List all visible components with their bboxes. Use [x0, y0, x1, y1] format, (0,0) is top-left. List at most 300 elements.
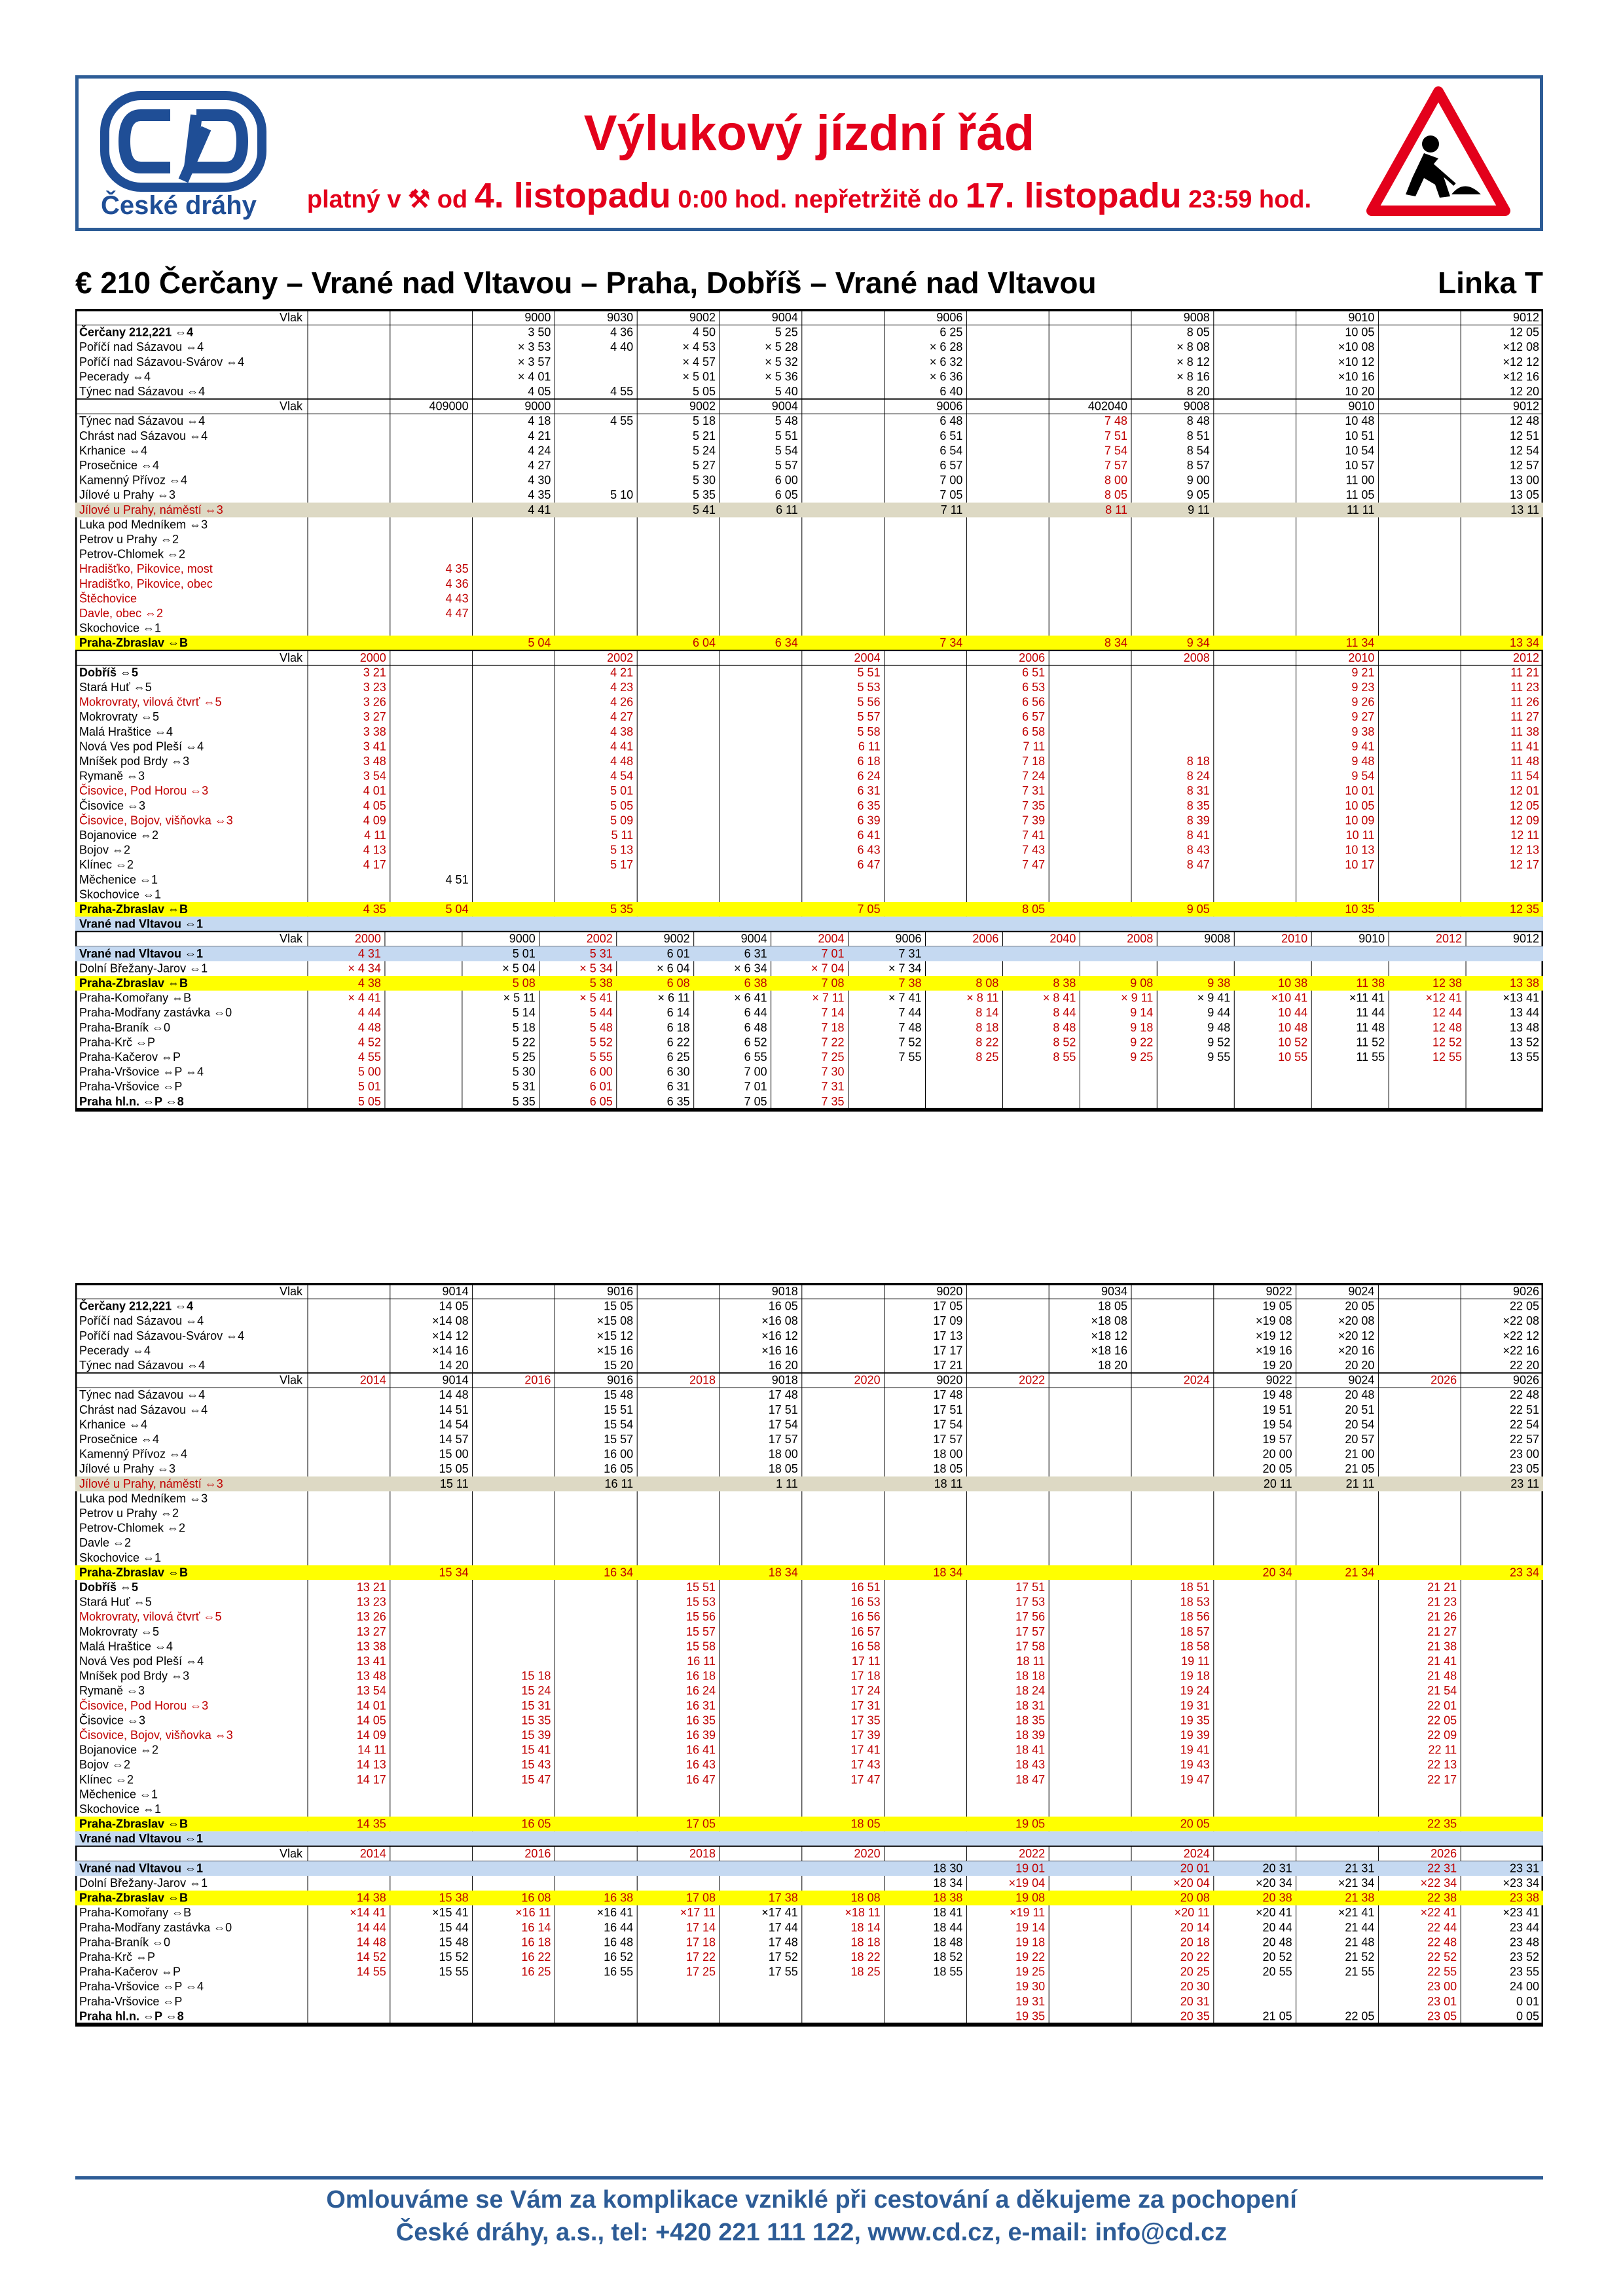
station-name: Štěchovice: [79, 592, 137, 605]
departure-time: 18 31: [1015, 1698, 1046, 1712]
departure-time: 4 48: [610, 755, 634, 768]
departure-time: 21 34: [1345, 1566, 1375, 1579]
departure-time: 19 47: [1180, 1772, 1210, 1786]
departure-time: 8 24: [1186, 769, 1210, 783]
departure-time: 7 31: [898, 946, 922, 960]
departure-time: 16 11: [604, 1477, 634, 1490]
train-number: 9016: [607, 1285, 634, 1298]
departure-time: 11 48: [1356, 1020, 1385, 1034]
departure-time: 17 47: [850, 1772, 881, 1786]
departure-time: 16 53: [850, 1595, 881, 1609]
departure-time: 15 57: [604, 1433, 634, 1446]
departure-time: 11 05: [1345, 488, 1375, 502]
departure-time: 17 54: [933, 1418, 963, 1431]
departure-time: 16 25: [521, 1965, 551, 1979]
departure-time: 5 05: [610, 798, 634, 812]
departure-time: 5 01: [512, 946, 536, 960]
train-number: 9012: [1512, 311, 1539, 324]
departure-time: ×11 41: [1349, 991, 1385, 1005]
departure-time: 12 20: [1509, 385, 1539, 398]
train-number: 2026: [1431, 1373, 1457, 1387]
departure-time: 8 31: [1186, 784, 1210, 798]
departure-time: 10 44: [1278, 1006, 1308, 1020]
departure-time: 18 00: [933, 1447, 963, 1461]
departure-time: × 7 34: [888, 961, 922, 975]
departure-time: 10 38: [1278, 977, 1308, 990]
row-highlight: [75, 946, 1543, 961]
train-number: 2006: [972, 932, 999, 946]
station-name: Týnec nad Sázavou ⇔4: [79, 1359, 206, 1372]
departure-time: 15 18: [521, 1669, 551, 1683]
departure-time: 8 51: [1186, 429, 1210, 442]
departure-time: 20 38: [1262, 1891, 1292, 1905]
departure-time: ×14 12: [432, 1329, 469, 1342]
departure-time: 17 55: [768, 1965, 798, 1979]
departure-time: 5 18: [512, 1020, 536, 1034]
departure-time: 19 01: [1015, 1861, 1046, 1875]
station-name: Praha hl.n. ⇔P ⇔8: [79, 1094, 184, 1108]
departure-time: 22 35: [1427, 1817, 1457, 1831]
departure-time: × 6 11: [657, 991, 690, 1005]
departure-time: 16 56: [850, 1610, 881, 1624]
departure-time: 8 48: [1186, 414, 1210, 428]
departure-time: 6 40: [939, 385, 963, 398]
train-number: 9030: [607, 311, 634, 324]
train-number: 9022: [1266, 1373, 1292, 1387]
departure-time: 20 05: [1345, 1299, 1375, 1313]
departure-time: ×10 16: [1338, 370, 1375, 384]
departure-time: 22 55: [1427, 1965, 1457, 1979]
euro-train-icon: €: [75, 266, 92, 300]
departure-time: 5 24: [692, 444, 716, 457]
departure-time: 11 38: [1356, 977, 1385, 990]
departure-time: 6 44: [744, 1006, 767, 1020]
footer-apology: Omlouváme se Vám za komplikace vzniklé při cestování a děkujeme za pochopení: [326, 2186, 1297, 2214]
departure-time: 23 44: [1509, 1920, 1539, 1934]
departure-time: 6 01: [666, 946, 690, 960]
header-box: [75, 75, 1543, 231]
departure-time: 15 11: [439, 1477, 469, 1490]
departure-time: 19 11: [1181, 1655, 1210, 1668]
departure-time: 7 57: [1104, 459, 1127, 472]
departure-time: 18 14: [850, 1920, 881, 1934]
departure-time: 4 41: [610, 740, 634, 753]
train-label: Vlak: [279, 311, 302, 324]
departure-time: 5 38: [589, 977, 613, 990]
departure-time: ×22 41: [1420, 1906, 1457, 1920]
departure-time: 14 52: [356, 1950, 386, 1964]
station-name: Poříčí nad Sázavou ⇔4: [79, 1314, 204, 1328]
train-label: Vlak: [279, 399, 302, 413]
departure-time: ×22 12: [1503, 1329, 1539, 1342]
station-name: Krhanice ⇔4: [79, 1418, 148, 1431]
station-name: Praha-Zbraslav ⇔B: [79, 1891, 189, 1905]
departure-time: × 5 28: [765, 340, 798, 354]
departure-time: 17 18: [850, 1669, 881, 1683]
departure-time: × 8 16: [1176, 370, 1210, 384]
departure-time: 22 57: [1509, 1433, 1539, 1446]
logo-text: České dráhy: [101, 191, 257, 220]
departure-time: 14 57: [439, 1433, 469, 1446]
station-name: Skochovice ⇔1: [79, 1551, 162, 1564]
departure-time: 23 48: [1509, 1935, 1539, 1949]
departure-time: 16 22: [521, 1950, 551, 1964]
departure-time: 18 39: [1015, 1729, 1046, 1742]
departure-time: 14 11: [357, 1743, 386, 1757]
train-number: 409000: [429, 399, 469, 413]
train-number: 2008: [1183, 651, 1210, 664]
departure-time: 5 53: [857, 681, 881, 694]
station-name: Čisovice, Bojov, višňovka ⇔3: [79, 814, 233, 827]
departure-time: 10 05: [1345, 325, 1375, 339]
departure-time: 16 47: [685, 1772, 716, 1786]
departure-time: 22 05: [1345, 2009, 1375, 2023]
departure-time: 5 31: [589, 946, 613, 960]
departure-time: × 6 36: [929, 370, 963, 384]
departure-time: 23 01: [1427, 1994, 1457, 2008]
train-number: 9010: [1348, 311, 1375, 324]
departure-time: 22 05: [1427, 1713, 1457, 1727]
departure-time: 9 34: [1186, 636, 1210, 650]
departure-time: 15 55: [439, 1965, 469, 1979]
departure-time: 5 40: [775, 385, 798, 398]
departure-time: × 4 57: [682, 355, 716, 368]
departure-time: 13 41: [356, 1655, 386, 1668]
train-number: 2014: [359, 1846, 386, 1860]
departure-time: 15 34: [439, 1566, 469, 1579]
departure-time: 10 13: [1345, 843, 1375, 857]
train-number: 2012: [1436, 932, 1463, 946]
departure-time: 15 56: [685, 1610, 716, 1624]
departure-time: 6 35: [857, 798, 881, 812]
departure-time: 16 24: [685, 1684, 716, 1698]
train-number: 9000: [509, 932, 536, 946]
departure-time: 9 44: [1207, 1006, 1231, 1020]
departure-time: 20 30: [1180, 1980, 1210, 1994]
station-name: Chrást nad Sázavou ⇔4: [79, 429, 208, 442]
departure-time: × 6 34: [734, 961, 767, 975]
departure-time: 0 01: [1516, 1994, 1539, 2008]
station-name: Čisovice, Pod Horou ⇔3: [79, 1698, 209, 1712]
departure-time: 4 44: [357, 1006, 381, 1020]
departure-time: 6 55: [744, 1050, 767, 1064]
departure-time: ×20 11: [1174, 1906, 1210, 1920]
departure-time: 9 05: [1186, 903, 1210, 916]
departure-time: 16 58: [850, 1640, 881, 1653]
departure-time: 17 35: [850, 1713, 881, 1727]
departure-time: 20 34: [1262, 1566, 1292, 1579]
train-number: 9000: [524, 399, 551, 413]
departure-time: 16 11: [687, 1655, 716, 1668]
departure-time: × 5 32: [765, 355, 798, 368]
validity-line: [79, 175, 1540, 216]
departure-time: 10 09: [1345, 814, 1375, 827]
departure-time: 19 31: [1015, 1994, 1046, 2008]
departure-time: 4 47: [445, 607, 469, 620]
station-name: Klínec ⇔2: [79, 858, 134, 872]
departure-time: 7 22: [821, 1035, 845, 1049]
departure-time: 13 52: [1509, 1035, 1539, 1049]
departure-time: 7 48: [1104, 414, 1127, 428]
station-name: Kamenný Přívoz ⇔4: [79, 473, 188, 487]
line-name: Linka T: [1437, 266, 1543, 300]
train-number: 9018: [771, 1285, 798, 1298]
departure-time: 21 38: [1345, 1891, 1375, 1905]
departure-time: 13 27: [356, 1624, 386, 1638]
departure-time: 14 48: [356, 1935, 386, 1949]
departure-time: 12 55: [1432, 1050, 1463, 1064]
station-name: Petrov u Prahy ⇔2: [79, 1507, 179, 1520]
departure-time: 5 35: [692, 488, 716, 502]
departure-time: 9 22: [1130, 1035, 1154, 1049]
departure-time: ×12 16: [1503, 370, 1539, 384]
departure-time: 19 43: [1180, 1758, 1210, 1772]
departure-time: 15 24: [521, 1684, 551, 1698]
departure-time: × 8 11: [966, 991, 999, 1005]
departure-time: 4 54: [610, 769, 634, 783]
station-name: Bojanovice ⇔2: [79, 1743, 159, 1757]
departure-time: 6 08: [666, 977, 690, 990]
departure-time: 10 35: [1345, 903, 1375, 916]
train-number: 2008: [1127, 932, 1154, 946]
train-number: 2004: [818, 932, 845, 946]
departure-time: ×18 16: [1091, 1344, 1127, 1357]
departure-time: 8 20: [1186, 385, 1210, 398]
departure-time: 8 55: [1053, 1050, 1076, 1064]
departure-time: 5 54: [775, 444, 798, 457]
departure-time: ×15 41: [432, 1906, 469, 1920]
departure-time: 4 55: [357, 1050, 381, 1064]
station-name: Pecerady ⇔4: [79, 1344, 151, 1357]
departure-time: 21 55: [1345, 1965, 1375, 1979]
departure-time: ×22 34: [1420, 1876, 1457, 1890]
train-number: 2026: [1431, 1846, 1457, 1860]
departure-time: 6 43: [857, 843, 881, 857]
departure-time: 14 55: [356, 1965, 386, 1979]
departure-time: 8 39: [1186, 814, 1210, 827]
departure-time: 18 47: [1015, 1772, 1046, 1786]
station-name: Malá Hraštice ⇔4: [79, 1640, 173, 1653]
departure-time: 7 18: [821, 1020, 845, 1034]
departure-time: ×12 12: [1503, 355, 1539, 368]
departure-time: 6 25: [666, 1050, 690, 1064]
validity-to-time: 23:59 hod.: [1188, 186, 1312, 213]
departure-time: 17 48: [933, 1388, 963, 1402]
departure-time: 14 51: [439, 1403, 469, 1416]
departure-time: 21 23: [1427, 1595, 1457, 1609]
train-number: 9004: [740, 932, 767, 946]
departure-time: 7 34: [939, 636, 963, 650]
departure-time: ×19 04: [1008, 1876, 1046, 1890]
departure-time: 11 55: [1356, 1050, 1385, 1064]
departure-time: 21 05: [1345, 1462, 1375, 1476]
station-name: Mníšek pod Brdy ⇔3: [79, 755, 190, 768]
station-name: Čisovice ⇔3: [79, 1713, 146, 1727]
departure-time: 22 13: [1427, 1758, 1457, 1772]
train-number: 2018: [689, 1846, 716, 1860]
station-name: Praha-Krč ⇔P: [79, 1950, 156, 1964]
departure-time: 4 48: [357, 1020, 381, 1034]
station-name: Bojanovice ⇔2: [79, 829, 159, 842]
departure-time: 19 48: [1262, 1388, 1292, 1402]
station-name: Čerčany 212,221 ⇔4: [79, 1299, 194, 1313]
departure-time: 17 48: [768, 1935, 798, 1949]
row-highlight: [75, 976, 1543, 991]
station-name: Dolní Břežany-Jarov ⇔1: [79, 961, 208, 975]
departure-time: 21 38: [1427, 1640, 1457, 1653]
departure-time: ×23 34: [1503, 1876, 1539, 1890]
departure-time: ×21 41: [1338, 1906, 1375, 1920]
departure-time: 16 44: [604, 1920, 634, 1934]
tools-icon: ⚒: [408, 186, 431, 213]
departure-time: 6 05: [589, 1094, 613, 1108]
departure-time: 7 05: [939, 488, 963, 502]
train-number: 9012: [1512, 932, 1539, 946]
departure-time: 12 09: [1509, 814, 1539, 827]
departure-time: 6 51: [939, 429, 963, 442]
departure-time: 15 00: [439, 1447, 469, 1461]
departure-time: 17 17: [933, 1344, 963, 1357]
departure-time: 22 52: [1427, 1950, 1457, 1964]
departure-time: 10 11: [1345, 829, 1375, 842]
departure-time: 23 11: [1510, 1477, 1539, 1490]
departure-time: 15 57: [685, 1624, 716, 1638]
departure-time: 17 13: [933, 1329, 963, 1342]
departure-time: 13 34: [1509, 636, 1539, 650]
departure-time: 3 54: [363, 769, 386, 783]
departure-time: 16 57: [850, 1624, 881, 1638]
departure-time: 20 11: [1263, 1477, 1292, 1490]
station-name: Praha-Vršovice ⇔P ⇔4: [79, 1065, 204, 1079]
train-number: 9010: [1359, 932, 1385, 946]
departure-time: 22 44: [1427, 1920, 1457, 1934]
departure-time: 7 47: [1022, 858, 1046, 872]
departure-time: 16 52: [604, 1950, 634, 1964]
departure-time: 18 11: [934, 1477, 963, 1490]
departure-time: 18 05: [768, 1462, 798, 1476]
station-name: Praha-Zbraslav ⇔B: [79, 977, 189, 990]
departure-time: 7 01: [744, 1080, 767, 1094]
station-name: Vrané nad Vltavou ⇔1: [79, 946, 204, 960]
departure-time: × 8 08: [1176, 340, 1210, 354]
departure-time: 15 44: [439, 1920, 469, 1934]
departure-time: 17 56: [1015, 1610, 1046, 1624]
departure-time: × 4 34: [348, 961, 381, 975]
departure-time: 4 41: [528, 503, 551, 516]
departure-time: 3 48: [363, 755, 386, 768]
departure-time: 3 23: [363, 681, 386, 694]
station-name: Stará Huť ⇔5: [79, 681, 152, 694]
departure-time: 17 08: [685, 1891, 716, 1905]
station-name: Týnec nad Sázavou ⇔4: [79, 414, 206, 428]
departure-time: 4 26: [610, 695, 634, 709]
departure-time: × 5 11: [503, 991, 536, 1005]
departure-time: 18 44: [933, 1920, 963, 1934]
train-number: 2010: [1281, 932, 1308, 946]
train-number: 9014: [442, 1285, 469, 1298]
departure-time: 3 21: [363, 666, 386, 679]
row-highlight: [75, 1891, 1543, 1906]
departure-time: 17 14: [685, 1920, 716, 1934]
departure-time: 5 35: [512, 1094, 536, 1108]
departure-time: 5 04: [445, 903, 469, 916]
departure-time: 14 05: [356, 1713, 386, 1727]
departure-time: 15 51: [604, 1403, 634, 1416]
departure-time: 4 21: [528, 429, 551, 442]
train-number: 2012: [1512, 651, 1539, 664]
departure-time: 16 41: [685, 1743, 716, 1757]
departure-time: 9 48: [1207, 1020, 1231, 1034]
train-number: 9002: [689, 399, 716, 413]
departure-time: 8 52: [1053, 1035, 1076, 1049]
departure-time: 4 30: [528, 473, 551, 487]
train-number: 402040: [1087, 399, 1127, 413]
departure-time: 19 24: [1180, 1684, 1210, 1698]
validity-to-day: 17. listopadu: [965, 176, 1182, 215]
departure-time: 17 51: [933, 1403, 963, 1416]
station-name: Měchenice ⇔1: [79, 1787, 158, 1801]
departure-time: 12 05: [1509, 798, 1539, 812]
station-name: Rymaně ⇔3: [79, 769, 145, 783]
departure-time: 18 20: [1097, 1359, 1127, 1372]
departure-time: ×21 34: [1338, 1876, 1375, 1890]
departure-time: 19 20: [1262, 1359, 1292, 1372]
departure-time: × 7 04: [811, 961, 845, 975]
departure-time: 23 38: [1509, 1891, 1539, 1905]
departure-time: 5 58: [857, 725, 881, 738]
departure-time: 18 05: [850, 1817, 881, 1831]
departure-time: 6 18: [666, 1020, 690, 1034]
departure-time: 18 08: [850, 1891, 881, 1905]
departure-time: ×19 12: [1256, 1329, 1292, 1342]
departure-time: 14 44: [356, 1920, 386, 1934]
station-name: Praha-Zbraslav ⇔B: [79, 903, 189, 916]
departure-time: 13 11: [1510, 503, 1539, 516]
train-number: 2014: [359, 1373, 386, 1387]
departure-time: 17 24: [850, 1684, 881, 1698]
station-name: Bojov ⇔2: [79, 843, 131, 857]
departure-time: 8 43: [1186, 843, 1210, 857]
train-number: 2020: [854, 1846, 881, 1860]
departure-time: 15 48: [439, 1935, 469, 1949]
departure-time: 22 20: [1509, 1359, 1539, 1372]
departure-time: 7 48: [898, 1020, 922, 1034]
departure-time: 19 22: [1015, 1950, 1046, 1964]
departure-time: 19 35: [1180, 1713, 1210, 1727]
departure-time: 18 24: [1015, 1684, 1046, 1698]
departure-time: 18 05: [933, 1462, 963, 1476]
departure-time: 5 27: [692, 459, 716, 472]
departure-time: 19 41: [1180, 1743, 1210, 1757]
departure-time: 5 57: [775, 459, 798, 472]
departure-time: 11 21: [1510, 666, 1539, 679]
station-name: Praha-Vršovice ⇔P: [79, 1080, 183, 1094]
train-number: 2000: [354, 932, 381, 946]
departure-time: 18 34: [768, 1566, 798, 1579]
departure-time: 15 41: [521, 1743, 551, 1757]
departure-time: 18 38: [933, 1891, 963, 1905]
departure-time: 9 27: [1351, 710, 1375, 724]
row-highlight: [75, 1565, 1543, 1580]
departure-time: 17 51: [1015, 1581, 1046, 1594]
departure-time: 21 48: [1427, 1669, 1457, 1683]
departure-time: 4 55: [610, 414, 634, 428]
departure-time: 9 00: [1186, 473, 1210, 487]
train-number: 9012: [1512, 399, 1539, 413]
departure-time: 19 39: [1180, 1729, 1210, 1742]
station-name: Praha-Zbraslav ⇔B: [79, 1817, 189, 1831]
departure-time: 9 11: [1188, 503, 1210, 516]
